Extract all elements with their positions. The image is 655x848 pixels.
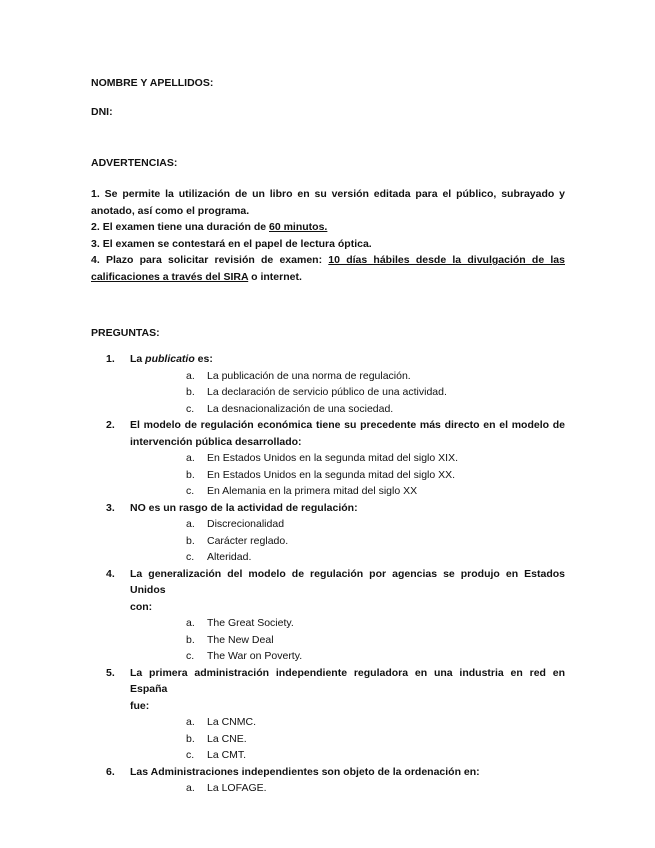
option-c: c. The War on Poverty. xyxy=(186,650,303,662)
option-c: c. La CMT. xyxy=(186,749,247,761)
question-number: 4. xyxy=(106,567,115,580)
option-a: a. La publicación de una norma de regulación. xyxy=(186,369,411,382)
option-a: a. Discrecionalidad xyxy=(186,518,285,530)
question-number: 6. xyxy=(106,765,115,778)
question-text-continued: con: xyxy=(130,600,153,613)
name-label: NOMBRE Y APELLIDOS: xyxy=(91,77,214,89)
option-c: c. Alteridad. xyxy=(186,551,252,563)
question-1 xyxy=(91,351,565,417)
question-text: La publicatio es: xyxy=(130,353,213,365)
review-period-highlight: 10 días hábiles desde la divulgación de las xyxy=(328,254,565,266)
warnings-heading: ADVERTENCIAS: xyxy=(91,157,178,169)
question-number: 1. xyxy=(106,353,115,365)
option-a: a. La CNMC. xyxy=(186,716,257,728)
question-4 xyxy=(91,566,565,665)
option-a: a. En Estados Unidos en la segunda mitad del siglo XIX. xyxy=(186,452,458,464)
option-b: b. Carácter reglado. xyxy=(186,534,289,547)
option-b: b. La declaración de servicio público de una actividad. xyxy=(186,386,447,398)
option-a: a. La LOFAGE. xyxy=(186,782,267,794)
question-6 xyxy=(91,764,565,797)
question-text: La primera administración independiente reguladora en una industria en red en España xyxy=(130,666,565,695)
duration-highlight: 60 minutos. xyxy=(269,221,328,233)
option-b: b. La CNE. xyxy=(186,732,247,745)
question-number: 5. xyxy=(106,666,115,679)
question-3 xyxy=(91,500,565,566)
warning-3: 3. El examen se contestará en el papel de lectura óptica. xyxy=(91,237,372,250)
questions-list xyxy=(91,351,565,797)
question-2 xyxy=(91,417,565,500)
warning-4-line-1: 4. Plazo para solicitar revisión de examen: 10 días hábiles desde la divulgación de las xyxy=(91,254,565,266)
question-text-continued: intervención pública desarrollado: xyxy=(130,435,302,448)
warning-1-line-1: 1. Se permite la utilización de un libro en su versión editada para el público, subrayado y xyxy=(91,188,565,200)
warning-2: 2. El examen tiene una duración de 60 minutos. xyxy=(91,221,328,233)
question-text: NO es un rasgo de la actividad de regulación: xyxy=(130,501,358,514)
question-text: La generalización del modelo de regulación por agencias se produjo en Estados Unidos xyxy=(130,567,565,596)
question-text-continued: fue: xyxy=(130,699,150,712)
question-number: 2. xyxy=(106,419,115,431)
warnings-list xyxy=(91,186,565,285)
question-text: Las Administraciones independientes son objeto de la ordenación en: xyxy=(130,765,480,778)
question-number: 3. xyxy=(106,501,115,514)
questions-heading: PREGUNTAS: xyxy=(91,327,160,339)
warning-4-line-2: calificaciones a través del SIRA o internet. xyxy=(91,270,302,283)
dni-label: DNI: xyxy=(91,106,113,118)
question-text: El modelo de regulación económica tiene su precedente más directo en el modelo de xyxy=(130,419,565,431)
option-c: c. La desnacionalización de una sociedad. xyxy=(186,402,394,415)
option-b: b. The New Deal xyxy=(186,633,274,646)
question-5 xyxy=(91,665,565,764)
warning-1-line-2: anotado, así como el programa. xyxy=(91,204,250,217)
option-c: c. En Alemania en la primera mitad del siglo XX xyxy=(186,485,418,497)
option-a: a. The Great Society. xyxy=(186,617,294,629)
option-b: b. En Estados Unidos en la segunda mitad del siglo XX. xyxy=(186,468,456,481)
